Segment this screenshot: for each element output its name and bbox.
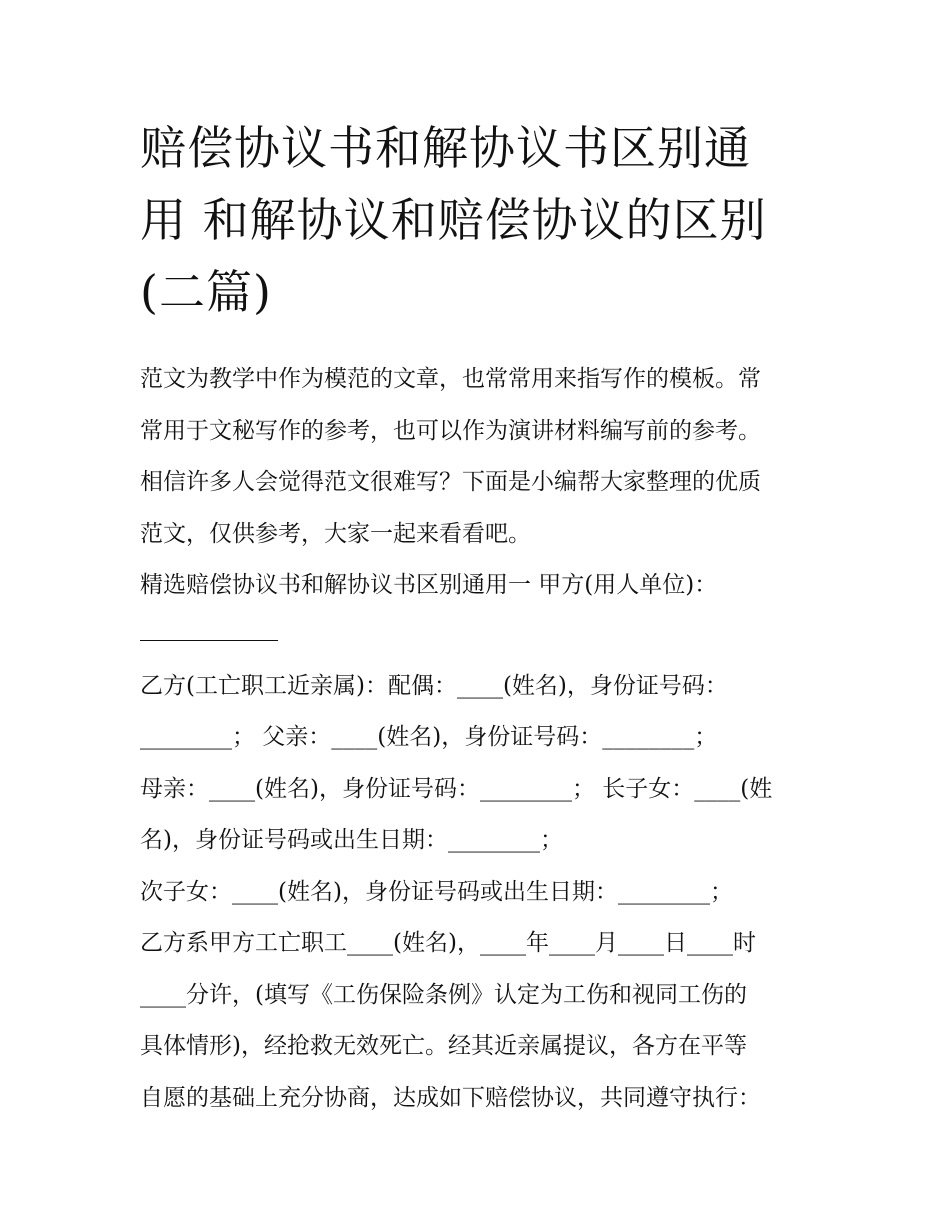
intro-line-4: 范文，仅供参考，大家一起来看看吧。 [140, 520, 531, 547]
employer-fill-blank [140, 618, 278, 641]
intro-line-1: 范文为教学中作为模范的文章，也常常用来指写作的模板。常 [140, 366, 761, 392]
party-line-1: 乙方(工亡职工近亲属)：配偶：____(姓名)，身份证号码： [140, 672, 728, 699]
title-line-2: 用 和解协议和赔偿协议的区别 [140, 193, 767, 247]
document-title [140, 112, 820, 328]
party-line-6: 乙方系甲方工亡职工____(姓名)，____年____月____日____时 [140, 930, 756, 956]
party-line-3: 母亲：____(姓名)，身份证号码：________； 长子女：____(姓 [140, 775, 773, 802]
party-line-7: ____分许，(填写《工伤保险条例》认定为工伤和视同工伤的 [140, 981, 747, 1008]
section-heading-line: 精选赔偿协议书和解协议书区别通用一 甲方(用人单位)： [140, 572, 718, 598]
party-line-4: 名)，身份证号码或出生日期：________； [140, 827, 563, 853]
title-line-1: 赔偿协议书和解协议书区别通 [140, 121, 751, 175]
party-line-8: 具体情形)，经抢救无效死亡。经其近亲属提议，各方在平等 [140, 1033, 747, 1059]
intro-line-2: 常用于文秘写作的参考，也可以作为演讲材料编写前的参考。 [140, 417, 761, 444]
intro-line-3: 相信许多人会觉得范文很难写？下面是小编帮大家整理的优质 [140, 469, 761, 495]
title-line-3: (二篇) [140, 265, 272, 319]
party-line-2: ________； 父亲：____(姓名)，身份证号码：________； [140, 724, 718, 750]
party-line-9: 自愿的基础上充分协商，达成如下赔偿协议，共同遵守执行： [140, 1084, 761, 1111]
document-body [140, 354, 830, 1124]
party-line-5: 次子女：____(姓名)，身份证号码或出生日期：________； [140, 878, 733, 905]
